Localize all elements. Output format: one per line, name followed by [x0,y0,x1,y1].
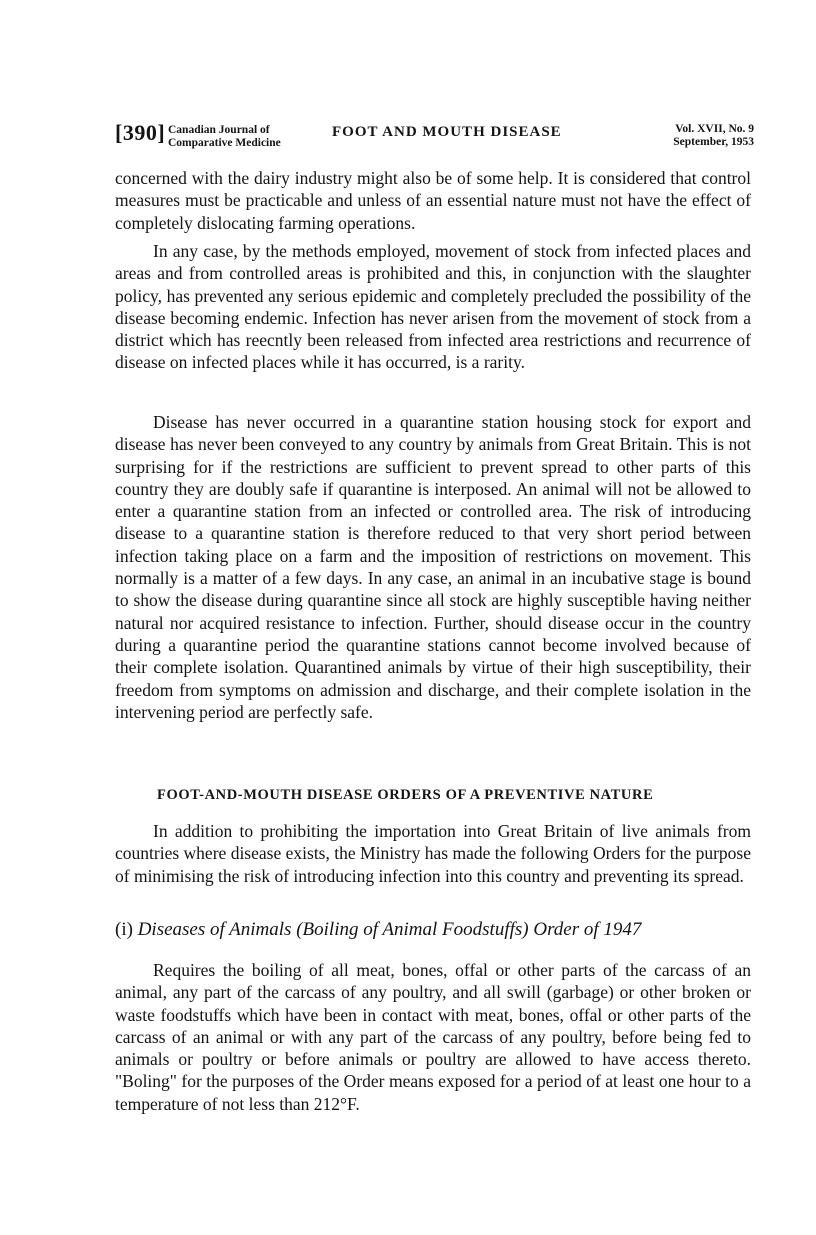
journal-name-line1: Canadian Journal of [168,124,270,136]
journal-name [168,124,281,150]
paragraph-text: concerned with the dairy industry might also be of some help. It is considered that control measures must be practicable and unless of an essential nature must not have the effect of completely dislocating farming operations. [115,168,751,233]
page-number-value: 390 [122,120,158,145]
journal-name-line2: Comparative Medicine [168,137,281,149]
section-heading: FOOT-AND-MOUTH DISEASE ORDERS OF A PREVENTIVE NATURE [157,787,654,803]
paragraph-text: Requires the boiling of all meat, bones, offal or other parts of the carcass of an animal, any part of the carcass of any poultry, and all swill (garbage) or other broken or waste foodstuffs which have been in contact with meat, bones, offal or other parts of the carcass of an animal or with any part of the carcass of any poultry, before being fed to animals or poultry or before animals or poultry are allowed to have access thereto. "Boling" for the purposes of the Order means exposed for a period of at least one hour to a temperature of not less than 212°F. [115,960,751,1114]
volume-number: Vol. XVII, No. 9 [675,123,754,135]
paragraph-text: In any case, by the methods employed, movement of stock from infected places and areas and from controlled areas is prohibited and this, in conjunction with the slaughter policy, has prevented any serious epidemic and completely precluded the possibility of the disease becoming endemic. Infection has never arisen from the movement of stock from a district which has reecntly been released from infected area restrictions and recurrence of disease on infected places while it has occurred, is a rarity. [115,241,751,373]
paragraph-text: Disease has never occurred in a quarantine station housing stock for export and disease has never been conveyed to any country by animals from Great Britain. This is not surprising for if the restrictions are sufficient to prevent spread to other parts of this country they are doubly safe if quarantine is interposed. An animal will not be allowed to enter a quarantine station from an infected or controlled area. The risk of introducing disease to a quarantine station is therefore reduced to that very short period between infection taking place on a farm and the imposition of restrictions on movement. This normally is a matter of a few days. In any case, an animal in an incubative stage is bound to show the disease during quarantine since all stock are highly susceptible having neither natural nor acquired resistance to infection. Further, should disease occur in the country during a quarantine period the quarantine stations cannot become involved because of their complete isolation. Quarantined animals by virtue of their high susceptibility, their freedom from symptoms on admission and discharge, and their complete isolation in the intervening period are perfectly safe. [115,412,751,722]
issue-date: September, 1953 [673,136,754,148]
paragraph-text: In addition to prohibiting the importation into Great Britain of live animals from countries where disease exists, the Ministry has made the following Orders for the purpose of minimising the risk of introducing infection into this country and preventing its spread. [115,821,751,886]
order-title: Diseases of Animals (Boiling of Animal Foodstuffs) Order of 1947 [137,919,642,940]
order-number: (i) [115,919,133,940]
paragraph-orders-intro [115,820,751,887]
volume-info [673,123,754,149]
paragraph-movement-restrictions [115,240,751,374]
paragraph-quarantine-stations [115,411,751,723]
order-subheading [115,919,641,941]
paragraph-boiling-order [115,959,751,1115]
running-title: FOOT AND MOUTH DISEASE [332,124,562,140]
page-number: [390] [115,120,166,145]
paragraph-continued [115,167,751,234]
